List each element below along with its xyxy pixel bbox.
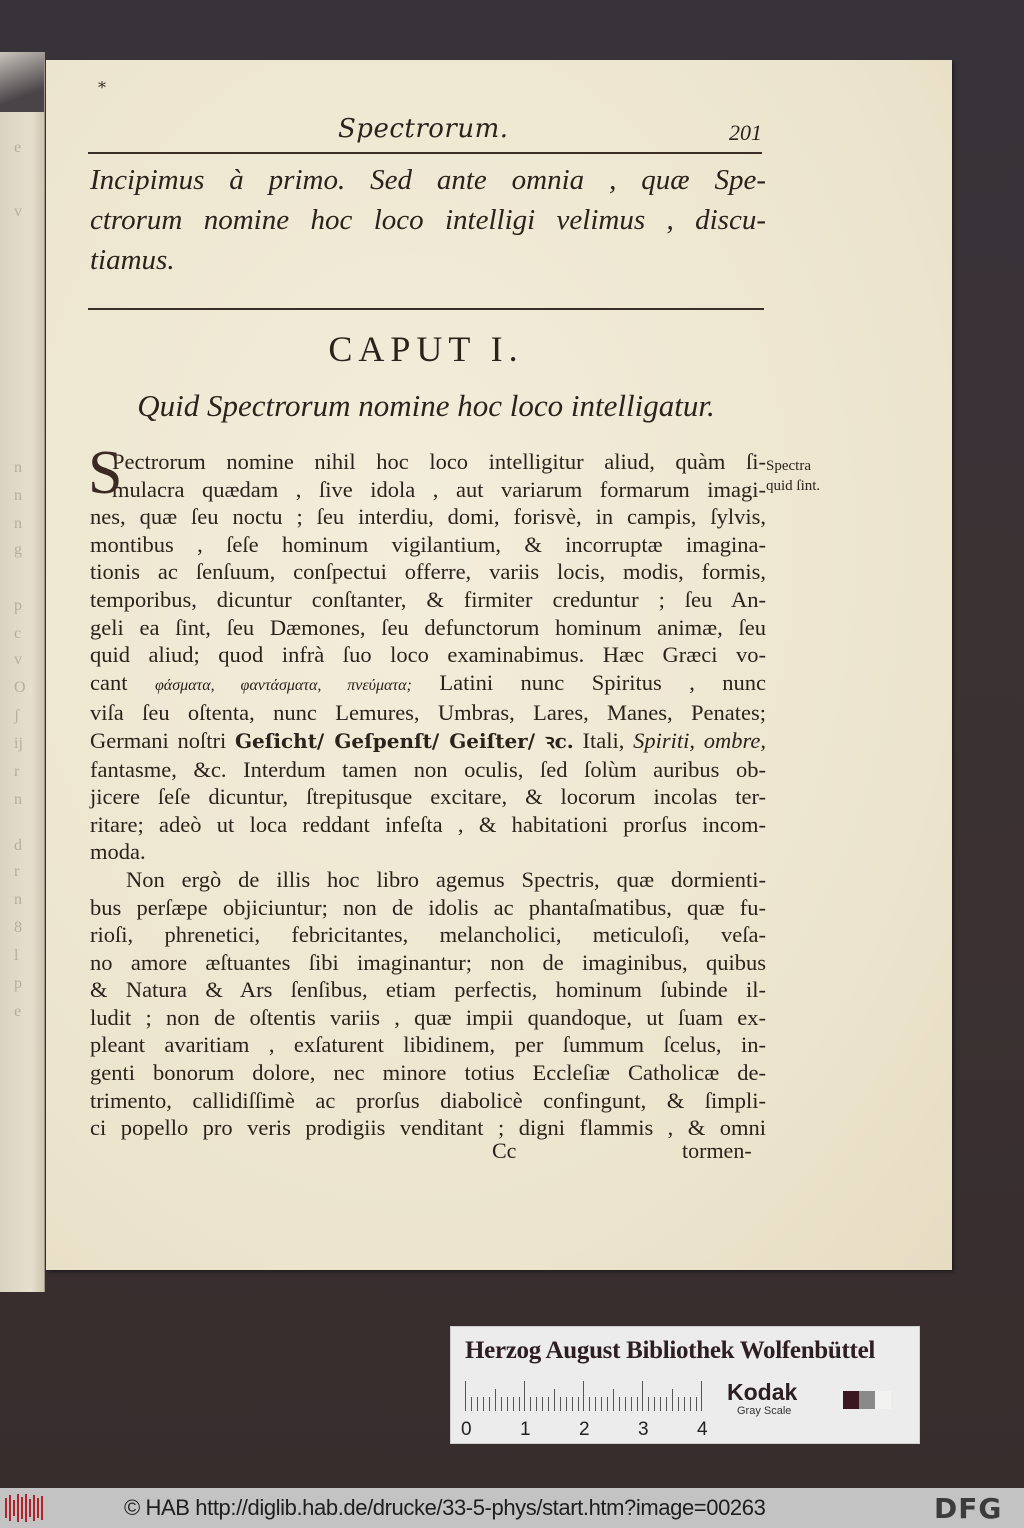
fragment-char: v <box>14 203 22 220</box>
greek-words: φάσματα, φαντάσματα, πνεύματα; <box>154 676 412 694</box>
page-number: 201 <box>729 120 762 145</box>
body-line: Non ergò de illis hoc libro agemus Spectris, quæ dormienti- <box>126 866 766 892</box>
fragment-char: p <box>14 597 22 614</box>
intro-line: ctrorum nomine hoc loco intelligi velimus , discu- <box>90 204 766 236</box>
body-line: rioſi, phrenetici, febricitantes, melancholici, meticuloſi, veſa- <box>90 922 766 948</box>
fragment-char: r <box>14 763 20 780</box>
fragment-char: ʃ <box>14 707 20 724</box>
signature-mark: Cc <box>492 1138 517 1163</box>
fragment-char: v <box>14 651 22 668</box>
body-line: ritare; adeò ut loca reddant infeſta , & habitationi prorſus incom- <box>90 811 766 837</box>
fragment-char: e <box>14 139 22 156</box>
body-line-german <box>90 727 766 756</box>
chapter-subtitle: Quid Spectrorum nomine hoc loco intelligatur. <box>137 388 715 423</box>
library-color-target <box>450 1326 920 1444</box>
body-line: moda. <box>90 839 146 865</box>
fragment-char: p <box>14 975 22 992</box>
kodak-logo: Kodak <box>727 1379 798 1405</box>
star-mark: * <box>98 78 106 97</box>
swatch-light <box>875 1391 891 1409</box>
ruler-number: 0 <box>461 1419 472 1440</box>
fragment-char: n <box>14 515 22 532</box>
word: cant <box>90 669 128 695</box>
body-line: viſa ſeu oſtenta, nunc Lemures, Umbras, Lares, Manes, Penates; <box>90 700 766 726</box>
fragment-char: e <box>14 1003 22 1020</box>
body-line: tionis ac ſenſuum, conſpectui offerre, variis locis, modis, formis, <box>90 559 766 585</box>
margin-note <box>766 456 866 496</box>
body-line: ci popello pro veris prodigiis venditant ; digni flammis , & omni <box>90 1115 766 1141</box>
word: Latini nunc Spiritus , nunc <box>439 669 767 695</box>
body-line: nes, quæ ſeu noctu ; ſeu interdiu, domi, forisvè, in campis, ſylvis, <box>90 504 766 530</box>
fragment-char: n <box>14 459 22 476</box>
body-line-greek <box>90 669 766 700</box>
fragment-char: d <box>14 837 22 854</box>
fragment-char: 8 <box>14 919 22 936</box>
footer-bar <box>0 1488 1024 1528</box>
body-line: geli ea ſint, ſeu Dæmones, ſeu defunctorum hominum animæ, ſeu <box>90 614 766 640</box>
body-line: bus perſæpe objiciuntur; non de idolis ac phantaſmatibus, quæ fu- <box>90 894 766 920</box>
margin-note-line: Spectra <box>766 458 811 474</box>
fragment-char: n <box>14 487 22 504</box>
catchword: tormen- <box>682 1138 752 1163</box>
german-fraktur-words: Geſicht/ Geſpenſt/ Geiſter/ ꝛc. <box>234 728 574 753</box>
dfg-logo[interactable]: DFG <box>934 1492 1003 1525</box>
ruler-number: 3 <box>638 1419 649 1440</box>
book-page <box>46 60 952 1270</box>
word: Germani noſtri <box>90 727 227 753</box>
intro-paragraph <box>90 160 766 280</box>
hab-logo-icon[interactable] <box>5 1494 47 1522</box>
fragment-char: g <box>14 541 22 558</box>
margin-note-line: quid ſint. <box>766 478 821 494</box>
body-line: genti bonorum dolore, nec minore totius Eccleſiæ Catholicæ de- <box>90 1060 766 1086</box>
word: Itali, <box>582 727 625 753</box>
fragment-char: ij <box>14 735 23 752</box>
body-line: ludit ; non de oſtentis variis , quæ impii quandoque, ut ſuam ex- <box>90 1004 766 1030</box>
intro-line: Incipimus à primo. Sed ante omnia , quæ Spe- <box>90 164 766 196</box>
body-line: & Natura & Ars ſenſibus, etiam perfectis, hominum ſubinde il- <box>90 977 766 1003</box>
drop-cap: S <box>88 439 123 507</box>
scale-ruler <box>461 1381 708 1441</box>
kodak-subtitle: Gray Scale <box>737 1405 792 1417</box>
fragment-char: l <box>14 947 19 964</box>
body-line: pleant avaritiam , exſaturent libidinem, per ſummum ſcelus, in- <box>90 1032 766 1058</box>
italian-words: Spiriti, ombre, <box>633 727 767 753</box>
gray-scale-swatches <box>843 1391 891 1409</box>
body-line: Pectrorum nomine nihil hoc loco intelligitur aliud, quàm ſi- <box>112 449 766 474</box>
body-line: jicere ſeſe dicuntur, ſtrepitusque excitare, & locorum incolas ter- <box>90 784 766 810</box>
ruler-number: 4 <box>697 1419 708 1440</box>
fragment-char: O <box>14 679 26 696</box>
body-line: temporibus, dicuntur conſtanter, & firmiter creduntur ; ſeu An- <box>90 586 766 612</box>
ruler-number: 2 <box>579 1419 590 1440</box>
source-link[interactable]: © HAB http://diglib.hab.de/drucke/33-5-phys/start.htm?image=00263 <box>124 1495 766 1520</box>
fragment-char: r <box>14 863 20 880</box>
fragment-char: n <box>14 791 22 808</box>
swatch-mid <box>859 1391 875 1409</box>
body-line: no amore æſtuantes ſibi imaginantur; non de imaginibus, quibus <box>90 949 766 975</box>
library-name: Herzog August Bibliothek Wolfenbüttel <box>465 1337 876 1364</box>
running-head <box>88 112 762 154</box>
body-line: fantasme, &c. Interdum tamen non oculis, ſed ſolùm auribus ob- <box>90 756 766 782</box>
ruler-number: 1 <box>520 1419 531 1440</box>
fragment-char: c <box>14 625 22 642</box>
facing-page-fragment <box>0 52 45 1292</box>
intro-line: tiamus. <box>90 244 175 276</box>
body-line: quid aliud; quod infrà ſuo loco examinabimus. Hæc Græci vo- <box>90 642 766 668</box>
body-line: trimento, callidiſſimè ac prorſus diabolicè confingunt, & ſimpli- <box>90 1087 766 1113</box>
body-line: mulacra quædam , ſive idola , aut variarum formarum imagi- <box>112 476 766 502</box>
fragment-char: n <box>14 891 22 908</box>
chapter-heading: CAPUT I. <box>328 329 524 369</box>
running-title: Spectrorum. <box>338 114 509 144</box>
swatch-dark <box>843 1391 859 1409</box>
section-divider <box>88 308 764 310</box>
page-fold-shadow <box>0 52 44 112</box>
body-line: montibus , ſeſe hominum vigilantium, & incorruptæ imagina- <box>90 531 766 557</box>
body-text <box>88 439 767 1142</box>
